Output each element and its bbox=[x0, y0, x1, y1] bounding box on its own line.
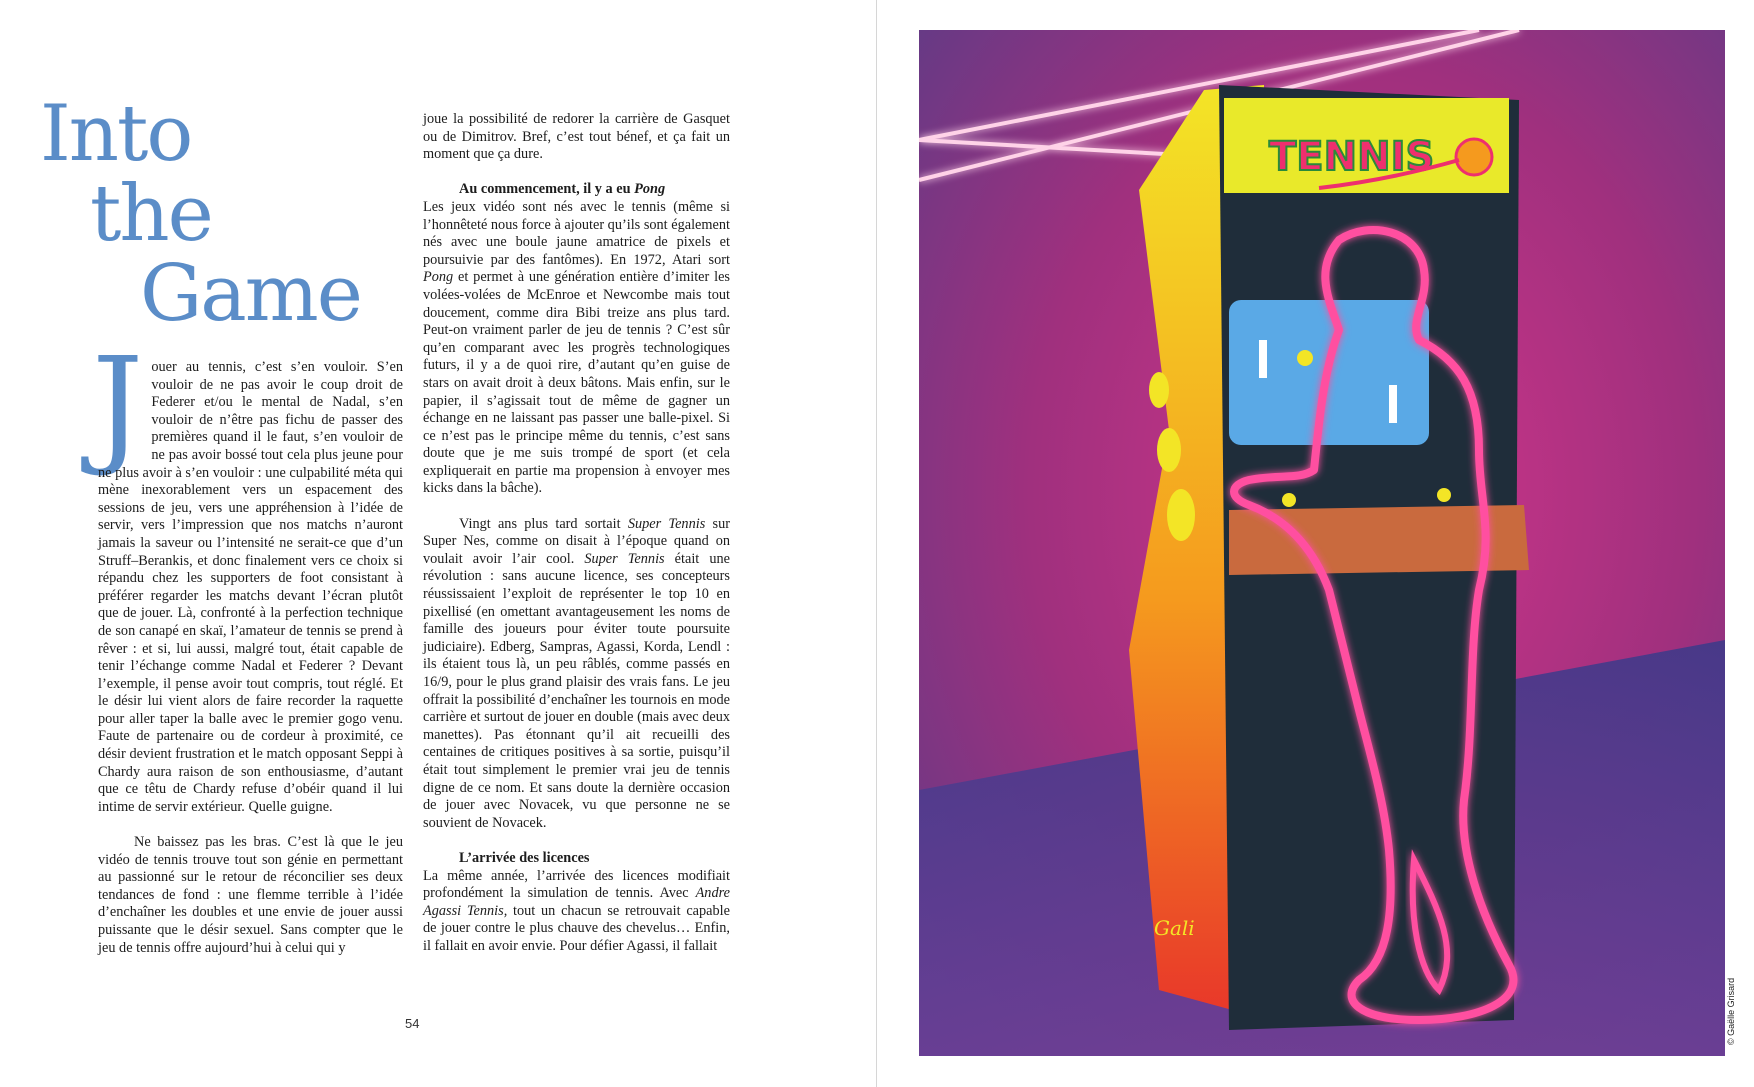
subhead-licences: L’arrivée des licences bbox=[459, 849, 590, 866]
pong-ball bbox=[1297, 350, 1313, 366]
paragraph-licences: La même année, l’arrivée des licences modifiait profondément la simulation de tennis. Avec Andre Agassi Tennis, tout un chacun se retrouvait capable de jouer contre le plus chauve des chevelus… Enfin, il fallait en avoir envie. Pour défier Agassi, il fallait bbox=[423, 867, 730, 954]
subhead-pong: Au commencement, il y a eu Pong bbox=[459, 181, 666, 198]
artist-signature: Gali bbox=[1154, 916, 1195, 940]
paragraph-continued: joue la possibilité de redorer la carrière de Gasquet ou de Dimitrov. Bref, c’est tout bénef, et ça fait un moment que ça dure. bbox=[423, 111, 730, 163]
title-line-game: Game bbox=[140, 249, 361, 339]
tennis-ball-icon bbox=[1456, 139, 1492, 175]
article-column-2 bbox=[423, 111, 730, 956]
title-line-the: the bbox=[90, 169, 212, 259]
drop-cap: J bbox=[92, 331, 144, 480]
photo-credit: © Gaëlle Grisard bbox=[1726, 977, 1736, 1045]
paragraph-super-tennis: Vingt ans plus tard sortait Super Tennis sur Super Nes, comme on disait à l’époque quand on voulait avoir l’air cool. Super Tennis était une révolution : sans aucune licence, ses concepteurs réussissaient l’exploit de représenter le top 10 en pixellisé (en omettant avantageusement les noms de famille des joueurs pour éviter toute poursuite judiciaire). Edberg, Sampras, Agassi, Korda, Lendl : ils étaient tous là, un peu râblés, comme passés en 16/9, pour le plus grand plaisir des vrais fans. Le jeu offrait la possibilité d’enchaîner les tournois en mode carrière et surtout de jouer en double (mais avec deux manettes). Pas étonnant qu’il ait recueilli des centaines de critiques positives à sa sortie, puisqu’il était tout simplement le premier vrai jeu de tennis digne de ce nom. Et sans doute la dernière occasion de jouer avec Novacek, vu que personne ne se souvient de Novacek. bbox=[423, 515, 730, 831]
title-line-into: Into bbox=[40, 89, 192, 179]
joystick-left-icon bbox=[1282, 493, 1296, 507]
paragraph-1: Jouer au tennis, c’est s’en vouloir. S’en vouloir de ne pas avoir le coup droit de Federer et/ou le mental de Nadal, s’en vouloir de n’être pas fichu de passer des premières quand il le faut, s’en vouloir de ne pas avoir bossé tout cela plus jeune pour ne plus avoir à s’en vouloir : une culpabilité méta qui mène inexorablement vers un espacement des sessions de jeu, vers une appréhension à l’idée de servir, vers l’impression que nos matchs n’auront jamais la saveur ou l’intensité ne serait-ce que d’un Struff–Berankis, et donc finalement vers ce choix si répandu chez les supporters de foot consistant à préférer regarder les matchs devant l’écran plutôt que de jouer. Là, confronté à la perfection technique de son canapé en skaï, l’amateur de tennis se prend à rêver : et si, lui aussi, malgré tout, était capable de tenir l’échange comme Nadal et Federer ? Devant l’exemple, il pense avoir tout compris, tout réglé. Et le désir lui vient alors de faire recorder la raquette pour aller taper la balle avec le premier gogo venu. Faute de partenaire ou de cordeur à proximité, ce désir devient frustration et le match opposant Seppi à Chardy aura raison de son enthousiasme, d’autant que ce têtu de Chardy refuse d’obéir quand il lui intime de servir extérieur. Quelle guigne. bbox=[92, 331, 403, 815]
marquee-title: TENNIS bbox=[1269, 134, 1435, 180]
paragraph-pong: Les jeux vidéo sont nés avec le tennis (même si l’honnêteté nous force à ajouter qu’ils sont également nés avec une boule jaune amatrice de pixels et poursuivie par des fantômes). En 1972, Atari sort Pong et permet à une génération entière d’imiter les volées-volées de McEnroe et Newcombe mais tout doucement, comme dira Bibi treize ans plus tard. Peut-on vraiment parler de jeu de tennis ? C’est sûr qu’en comparant avec les progrès technologiques futurs, il y a de quoi rire, d’autant qu’en guise de stars on avait droit à deux bâtons. Mais enfin, sur le papier, il s’agissait tout de même de gagner un échange en ne laissant pas passer une balle-pixel. Si ce n’est pas le principe même du tennis, c’est sans doute que je me suis trompé de sport (et cela expliquerait en partie ma propension à envoyer mes kicks dans la bâche). bbox=[423, 198, 730, 497]
page-number: 54 bbox=[405, 1016, 420, 1031]
pong-paddle-left bbox=[1259, 340, 1267, 378]
arcade-illustration bbox=[919, 30, 1725, 1056]
paragraph-2: Ne baissez pas les bras. C’est là que le jeu vidéo de tennis trouve tout son génie en permettant au passionné sur le retour de réconcilier ses deux tendances de fond : une flemme terrible à l’idée d’enchaîner les doubles et une envie de jouer aussi puissante que le désir sexuel. Sans compter que le jeu de tennis offre aujourd’hui à celui qui y bbox=[98, 834, 403, 956]
pong-paddle-right bbox=[1389, 385, 1397, 423]
joystick-right-icon bbox=[1437, 488, 1451, 502]
article-column-1 bbox=[92, 331, 403, 957]
